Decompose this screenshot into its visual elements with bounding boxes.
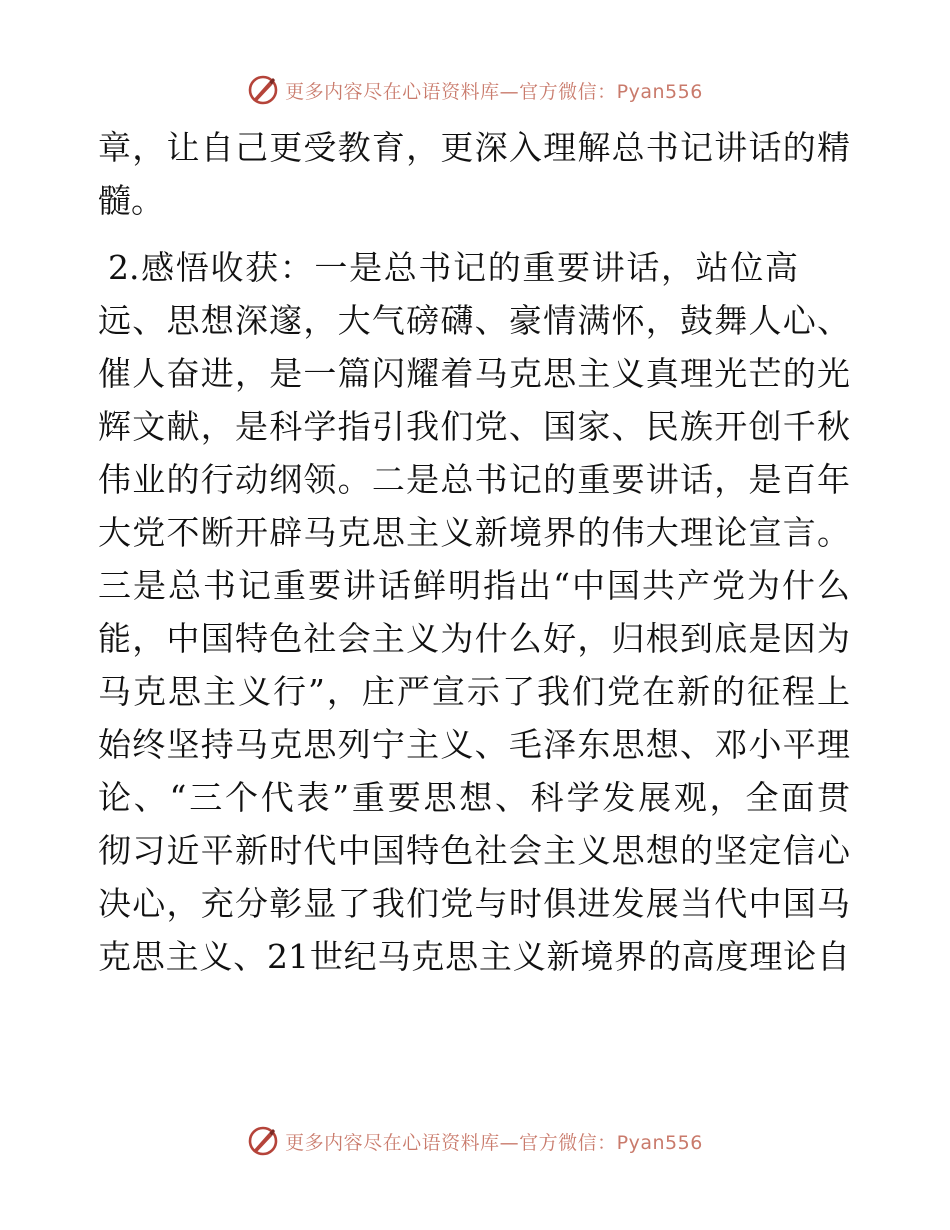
- text-line: 论、“三个代表”重要思想、科学发展观，全面贯: [98, 778, 850, 817]
- text-line: 始终坚持马克思列宁主义、毛泽东思想、邓小平理: [98, 725, 850, 764]
- watermark-text: 更多内容尽在心语资料库—官方微信：Pyan556: [285, 1131, 703, 1154]
- text-line: 大党不断开辟马克思主义新境界的伟大理论宣言。: [98, 513, 850, 552]
- header-watermark: [0, 70, 950, 110]
- pen-circle-logo-icon: [247, 1125, 279, 1157]
- section-heading-line: 2.感悟收获：一是总书记的重要讲话，站位高: [108, 248, 798, 287]
- pen-circle-logo-icon: [247, 74, 279, 106]
- paragraph-gap: [98, 227, 850, 241]
- text-line: 能，中国特色社会主义为什么好，归根到底是因为: [98, 619, 850, 658]
- watermark-text: 更多内容尽在心语资料库—官方微信：Pyan556: [285, 80, 703, 103]
- footer-watermark: [0, 1121, 950, 1161]
- text-line: 决心，充分彰显了我们党与时俱进发展当代中国马: [98, 884, 850, 923]
- text-line: 催人奋进，是一篇闪耀着马克思主义真理光芒的光: [98, 354, 850, 393]
- text-line: 远、思想深邃，大气磅礴、豪情满怀，鼓舞人心、: [98, 301, 850, 340]
- text-line: 克思主义、21世纪马克思主义新境界的高度理论自: [98, 937, 850, 976]
- text-line: 辉文献，是科学指引我们党、国家、民族开创千秋: [98, 407, 850, 446]
- text-line: 髓。: [98, 181, 164, 220]
- text-line: 章，让自己更受教育，更深入理解总书记讲话的精: [98, 128, 850, 167]
- text-line: 三是总书记重要讲话鲜明指出“中国共产党为什么: [98, 566, 850, 605]
- text-line: 马克思主义行”，庄严宣示了我们党在新的征程上: [98, 672, 850, 711]
- text-line: 伟业的行动纲领。二是总书记的重要讲话，是百年: [98, 460, 850, 499]
- document-body: [98, 121, 850, 983]
- text-line: 彻习近平新时代中国特色社会主义思想的坚定信心: [98, 831, 850, 870]
